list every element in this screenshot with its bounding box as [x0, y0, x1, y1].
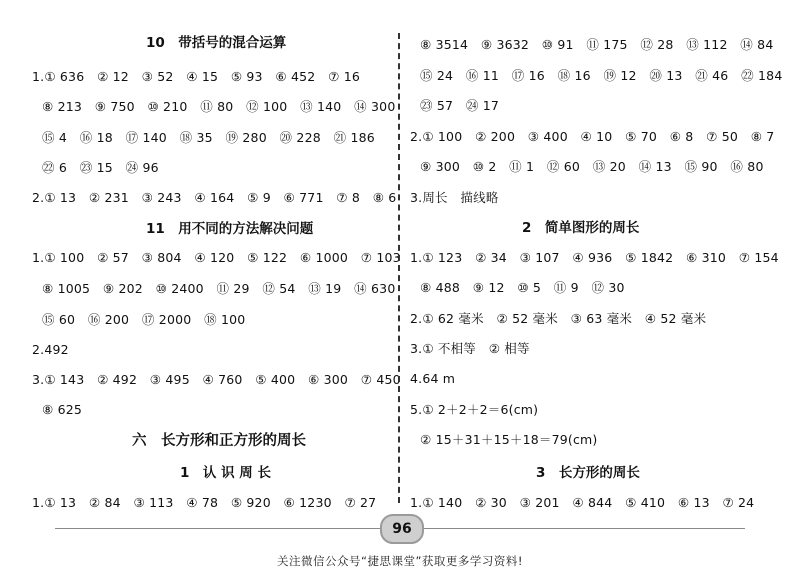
answer-line: 2.① 62 毫米 ② 52 毫米 ③ 63 毫米 ④ 52 毫米 [410, 311, 707, 326]
answer-line: ⑮ 24 ⑯ 11 ⑰ 16 ⑱ 16 ⑲ 12 ⑳ 13 ㉑ 46 ㉒ 184 [420, 68, 783, 83]
answer-line: 2.492 [32, 342, 69, 357]
answer-line: ⑧ 3514 ⑨ 3632 ⑩ 91 ⑪ 175 ⑫ 28 ⑬ 112 ⑭ 84 [420, 37, 774, 52]
answer-line: 1.① 636 ② 12 ③ 52 ④ 15 ⑤ 93 ⑥ 452 ⑦ 16 [32, 69, 361, 84]
page-number: 96 [380, 514, 424, 544]
answer-line: ⑮ 60 ⑯ 200 ⑰ 2000 ⑱ 100 [42, 312, 246, 327]
answer-line: 2.① 13 ② 231 ③ 243 ④ 164 ⑤ 9 ⑥ 771 ⑦ 8 ⑧ 6 [32, 190, 397, 205]
footer-note: 关注微信公众号“捷思课堂”获取更多学习资料! [276, 554, 524, 568]
answer-line: 5.① 2＋2＋2＝6(cm) [410, 402, 539, 417]
chapter-heading: 六 长方形和正方形的周长 [132, 433, 306, 449]
answer-line: ⑧ 213 ⑨ 750 ⑩ 210 ⑪ 80 ⑫ 100 ⑬ 140 ⑭ 300 [42, 99, 396, 114]
answer-line: ⑨ 300 ⑩ 2 ⑪ 1 ⑫ 60 ⑬ 20 ⑭ 13 ⑮ 90 ⑯ 80 [420, 159, 764, 174]
answer-line: 3.周长 描线略 [410, 190, 499, 205]
answer-line: 1.① 140 ② 30 ③ 201 ④ 844 ⑤ 410 ⑥ 13 ⑦ 24 [410, 495, 755, 510]
section-heading: 10 带括号的混合运算 [146, 35, 287, 51]
answer-line: 3.① 不相等 ② 相等 [410, 341, 530, 356]
answer-line: 1.① 13 ② 84 ③ 113 ④ 78 ⑤ 920 ⑥ 1230 ⑦ 27 [32, 495, 377, 510]
section-heading: 2 简单图形的周长 [522, 220, 640, 236]
answer-line: 3.① 143 ② 492 ③ 495 ④ 760 ⑤ 400 ⑥ 300 ⑦ 450 [32, 372, 401, 387]
answer-line: ② 15＋31＋15＋18＝79(cm) [420, 432, 598, 447]
answer-line: ⑧ 1005 ⑨ 202 ⑩ 2400 ⑪ 29 ⑫ 54 ⑬ 19 ⑭ 630 [42, 281, 396, 296]
answer-line: 1.① 100 ② 57 ③ 804 ④ 120 ⑤ 122 ⑥ 1000 ⑦ 103 [32, 250, 401, 265]
answer-line: 4.64 m [410, 371, 456, 386]
column-divider [398, 33, 400, 503]
section-heading: 11 用不同的方法解决问题 [146, 221, 314, 237]
answer-line: ⑧ 488 ⑨ 12 ⑩ 5 ⑪ 9 ⑫ 30 [420, 280, 625, 295]
answer-line: 2.① 100 ② 200 ③ 400 ④ 10 ⑤ 70 ⑥ 8 ⑦ 50 ⑧ 7 [410, 129, 775, 144]
answer-line: 1.① 123 ② 34 ③ 107 ④ 936 ⑤ 1842 ⑥ 310 ⑦ 154 [410, 250, 779, 265]
answer-line: ⑮ 4 ⑯ 18 ⑰ 140 ⑱ 35 ⑲ 280 ⑳ 228 ㉑ 186 [42, 130, 375, 145]
section-heading: 1 认 识 周 长 [180, 465, 271, 481]
section-heading: 3 长方形的周长 [536, 465, 640, 481]
answer-line: ㉓ 57 ㉔ 17 [420, 98, 500, 113]
answer-line: ⑧ 625 [42, 402, 83, 417]
answer-line: ㉒ 6 ㉓ 15 ㉔ 96 [42, 160, 159, 175]
